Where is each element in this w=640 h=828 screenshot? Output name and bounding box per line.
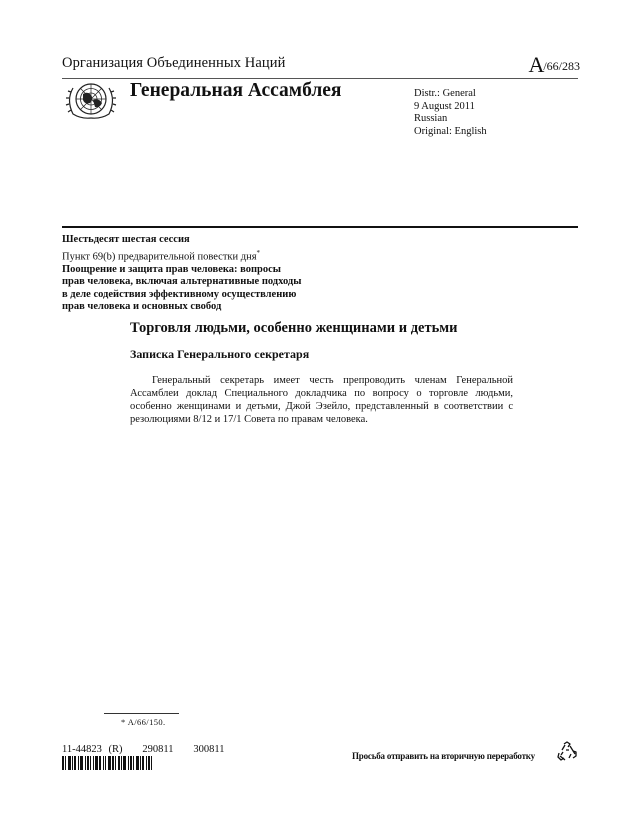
recycle-notice: Просьба отправить на вторичную переработку [352, 751, 535, 761]
document-subtitle: Записка Генерального секретаря [130, 347, 310, 361]
symbol-prefix: A [528, 52, 545, 77]
agenda-topic-line: прав человека и основных свобод [62, 301, 222, 313]
agenda-topic-line: прав человека, включая альтернативные подходы [62, 276, 302, 288]
footnote-divider [104, 713, 179, 714]
language: Russian [414, 113, 448, 125]
assembly-title: Генеральная Ассамблея [130, 80, 342, 101]
recycle-icon [556, 741, 578, 763]
issue-date: 9 August 2011 [414, 100, 475, 112]
document-symbol [528, 52, 580, 78]
agenda-topic-line: в деле содействия эффективному осуществлению [62, 288, 297, 300]
section-divider [62, 226, 578, 228]
document-number: 11-44823 (R) 290811 300811 [62, 744, 225, 755]
footnote-text: * A/66/150. [121, 717, 166, 727]
un-emblem-icon [63, 80, 119, 120]
header-divider [62, 78, 578, 79]
agenda-topic-line: Поощрение и защита прав человека: вопросы [62, 263, 281, 275]
agenda-item-text: Пункт 69(b) предварительной повестки дня [62, 251, 257, 263]
symbol-suffix: /66/283 [543, 59, 580, 73]
document-title: Торговля людьми, особенно женщинами и детьми [130, 320, 458, 336]
barcode-icon [62, 756, 179, 770]
original-language: Original: English [414, 125, 487, 137]
footnote-marker: * [256, 248, 261, 257]
session-label: Шестьдесят шестая сессия [62, 234, 190, 245]
agenda-item [62, 247, 301, 264]
distribution-block [414, 88, 487, 138]
agenda-block [62, 234, 301, 314]
distr-label: Distr.: General [414, 88, 476, 99]
organization-name: Организация Объединенных Наций [62, 55, 286, 71]
body-paragraph: Генеральный секретарь имеет честь препроводить членам Генеральной Ассамблеи доклад Специального докладчика по вопросу о торговле людьми, особенно женщинами и детьми, Джой Эзейло, представленный в соответствии с резолюциями 8/12 и 17/1 Совета по правам человека. [130, 375, 513, 426]
